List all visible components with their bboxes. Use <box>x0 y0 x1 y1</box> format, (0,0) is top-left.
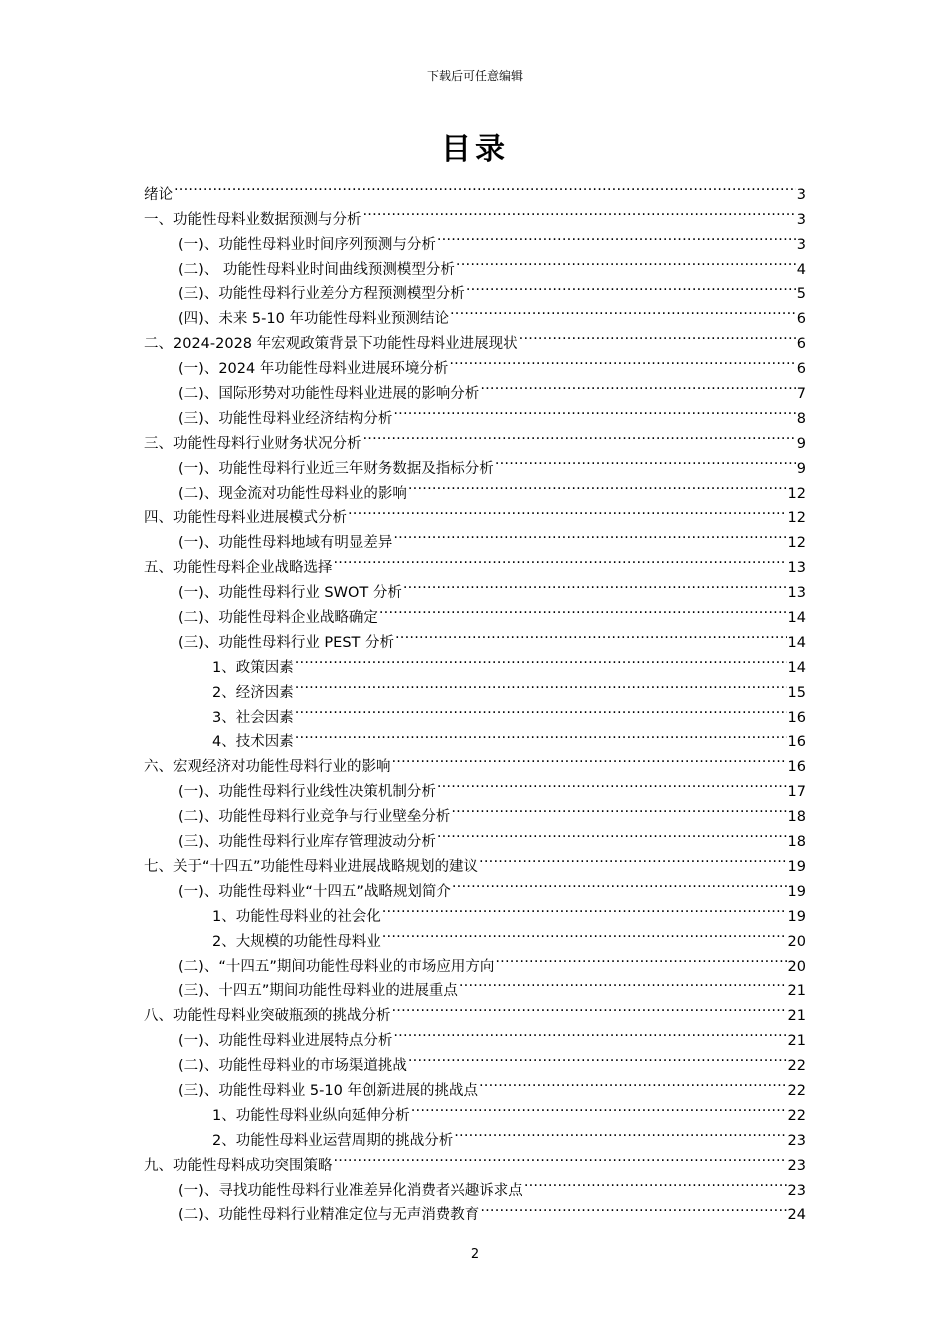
toc-entry-page: 13 <box>787 585 806 602</box>
toc-title: 目录 <box>441 132 509 167</box>
toc-entry-title: (一)、功能性母料行业近三年财务数据及指标分析 <box>178 460 494 477</box>
toc-dot-leader <box>456 249 796 274</box>
toc-dot-leader <box>466 274 796 299</box>
toc-entry-title: 八、功能性母料业突破瓶颈的挑战分析 <box>144 1008 391 1025</box>
toc-entry-title: (二)、功能性母料行业竞争与行业壁垒分析 <box>178 809 451 826</box>
toc-dot-leader <box>382 896 787 921</box>
toc-entry-title: (二)、功能性母料行业精准定位与无声消费教育 <box>178 1207 480 1224</box>
toc-entry-title: (三)、十四五”期间功能性母料业的进展重点 <box>178 983 458 1000</box>
toc-entry-page: 9 <box>796 435 806 452</box>
toc-entry-page: 15 <box>787 684 806 701</box>
toc-entry-page: 16 <box>787 709 806 726</box>
toc-entry-title: 六、宏观经济对功能性母料行业的影响 <box>144 759 391 776</box>
toc-entry-title: 1、功能性母料业纵向延伸分析 <box>212 1107 410 1124</box>
toc-entry-title: (一)、功能性母料业进展特点分析 <box>178 1033 393 1050</box>
toc-entry-title: (三)、功能性母料行业 PEST 分析 <box>178 634 394 651</box>
toc-dot-leader <box>480 373 795 398</box>
toc-entry-title: (三)、功能性母料业 5-10 年创新进展的挑战点 <box>178 1082 478 1099</box>
toc-dot-leader <box>395 622 787 647</box>
toc-entry[interactable] <box>144 199 806 228</box>
toc-entry-page: 6 <box>796 361 806 378</box>
toc-entry-page: 14 <box>787 610 806 627</box>
toc-entry-page: 21 <box>787 983 806 1000</box>
toc-entry-title: 二、2024-2028 年宏观政策背景下功能性母料业进展现状 <box>144 336 518 353</box>
toc-entry-page: 19 <box>787 883 806 900</box>
toc-dot-leader <box>437 224 796 249</box>
toc-entry-page: 12 <box>787 535 806 552</box>
toc-entry-page: 4 <box>796 261 806 278</box>
toc-entry-page: 6 <box>796 311 806 328</box>
toc-entry-title: (一)、功能性母料业时间序列预测与分析 <box>178 236 436 253</box>
toc-dot-leader <box>295 672 787 697</box>
toc-entry-page: 13 <box>787 560 806 577</box>
toc-entry-page: 14 <box>787 634 806 651</box>
toc-dot-leader <box>408 1045 787 1070</box>
toc-dot-leader <box>495 448 796 473</box>
toc-dot-leader <box>450 298 796 323</box>
toc-entry-page: 23 <box>787 1182 806 1199</box>
toc-entry-page: 20 <box>787 958 806 975</box>
toc-entry-title: (一)、2024 年功能性母料业进展环境分析 <box>178 361 449 378</box>
toc-dot-leader <box>393 1020 786 1045</box>
toc-entry-page: 19 <box>787 858 806 875</box>
toc-dot-leader <box>459 971 787 996</box>
toc-entry-page: 12 <box>787 510 806 527</box>
toc-dot-leader <box>411 1095 787 1120</box>
toc-entry-title: (二)、功能性母料企业战略确定 <box>178 610 378 627</box>
toc-entry-title: (一)、功能性母料业“十四五”战略规划简介 <box>178 883 451 900</box>
toc-dot-leader <box>393 522 786 547</box>
toc-entry-title: (一)、功能性母料地域有明显差异 <box>178 535 393 552</box>
toc-entry-page: 19 <box>787 908 806 925</box>
toc-entry-page: 21 <box>787 1008 806 1025</box>
toc-entry-title: (一)、功能性母料行业 SWOT 分析 <box>178 585 402 602</box>
toc-dot-leader <box>449 348 795 373</box>
toc-entry-page: 16 <box>787 734 806 751</box>
page-header: 下载后可任意编辑 <box>426 69 523 83</box>
toc-dot-leader <box>408 473 787 498</box>
toc-entry-title: (二)、 功能性母料业时间曲线预测模型分析 <box>178 261 455 278</box>
toc-dot-leader <box>480 1195 786 1220</box>
toc-dot-leader <box>295 647 787 672</box>
toc-entry-title: 七、关于“十四五”功能性母料业进展战略规划的建议 <box>144 858 479 875</box>
toc-entry-page: 22 <box>787 1082 806 1099</box>
toc-entry-title: 2、功能性母料业运营周期的挑战分析 <box>212 1132 454 1149</box>
toc-dot-leader <box>295 697 787 722</box>
toc-dot-leader <box>437 821 787 846</box>
toc-entry-title: (三)、功能性母料行业库存管理波动分析 <box>178 834 436 851</box>
toc-entry-title: 一、功能性母料业数据预测与分析 <box>144 211 362 228</box>
toc-dot-leader <box>519 323 796 348</box>
toc-entry-page: 24 <box>787 1207 806 1224</box>
toc-entry-page: 23 <box>787 1132 806 1149</box>
toc-entry-page: 14 <box>787 659 806 676</box>
toc-entry-title: (二)、国际形势对功能性母料业进展的影响分析 <box>178 386 480 403</box>
toc-entry-page: 5 <box>796 286 806 303</box>
toc-entry-page: 9 <box>796 460 806 477</box>
toc-entry-page: 3 <box>796 211 806 228</box>
toc-entry-title: 2、大规模的功能性母料业 <box>212 933 381 950</box>
toc-entry-title: (四)、未来 5-10 年功能性母料业预测结论 <box>178 311 449 328</box>
toc-dot-leader <box>452 871 787 896</box>
toc-entry-title: (二)、“十四五”期间功能性母料业的市场应用方向 <box>178 958 495 975</box>
toc-entry-page: 23 <box>787 1157 806 1174</box>
toc-entry-title: (三)、功能性母料业经济结构分析 <box>178 410 393 427</box>
toc-dot-leader <box>495 946 786 971</box>
toc-entry-page: 22 <box>787 1058 806 1075</box>
toc-entry-title: 三、功能性母料行业财务状况分析 <box>144 435 362 452</box>
toc-entry-title: 3、社会因素 <box>212 709 294 726</box>
toc-dot-leader <box>454 1120 786 1145</box>
page-number: 2 <box>470 1247 480 1262</box>
toc-entry-title: 九、功能性母料成功突围策略 <box>144 1157 333 1174</box>
toc-entry-page: 18 <box>787 834 806 851</box>
toc-entry-title: (一)、寻找功能性母料行业准差异化消费者兴趣诉求点 <box>178 1182 523 1199</box>
toc-dot-leader <box>524 1170 787 1195</box>
toc-entry-title: 2、经济因素 <box>212 684 294 701</box>
toc-dot-leader <box>363 199 796 224</box>
table-of-contents <box>144 174 806 1224</box>
toc-dot-leader <box>437 771 787 796</box>
toc-dot-leader <box>174 174 796 199</box>
toc-dot-leader <box>382 921 787 946</box>
toc-entry-title: (二)、功能性母料业的市场渠道挑战 <box>178 1058 407 1075</box>
toc-dot-leader <box>479 846 787 871</box>
toc-entry-page: 3 <box>796 186 806 203</box>
toc-entry-title: (一)、功能性母料行业线性决策机制分析 <box>178 784 436 801</box>
toc-entry-title: 五、功能性母料企业战略选择 <box>144 560 333 577</box>
toc-entry-title: 4、技术因素 <box>212 734 294 751</box>
toc-entry-page: 7 <box>796 386 806 403</box>
toc-entry-title: 四、功能性母料业进展模式分析 <box>144 510 347 527</box>
toc-entry-page: 8 <box>796 410 806 427</box>
toc-dot-leader <box>403 572 787 597</box>
toc-entry-page: 12 <box>787 485 806 502</box>
toc-dot-leader <box>334 547 787 572</box>
toc-dot-leader <box>393 398 795 423</box>
toc-entry[interactable] <box>144 174 806 203</box>
toc-entry-page: 3 <box>796 236 806 253</box>
toc-entry-title: 1、功能性母料业的社会化 <box>212 908 381 925</box>
toc-entry-title: (二)、现金流对功能性母料业的影响 <box>178 485 407 502</box>
toc-entry-page: 20 <box>787 933 806 950</box>
toc-entry-title: 1、政策因素 <box>212 659 294 676</box>
toc-entry-title: (三)、功能性母料行业差分方程预测模型分析 <box>178 286 465 303</box>
toc-entry-page: 21 <box>787 1033 806 1050</box>
toc-entry-page: 6 <box>796 336 806 353</box>
toc-dot-leader <box>392 746 787 771</box>
toc-entry-page: 17 <box>787 784 806 801</box>
toc-entry-page: 22 <box>787 1107 806 1124</box>
toc-dot-leader <box>451 796 786 821</box>
toc-dot-leader <box>334 1145 787 1170</box>
toc-dot-leader <box>479 1070 787 1095</box>
toc-entry-page: 16 <box>787 759 806 776</box>
toc-dot-leader <box>363 423 796 448</box>
toc-entry-page: 18 <box>787 809 806 826</box>
toc-dot-leader <box>379 597 787 622</box>
toc-entry-title: 绪论 <box>144 186 173 203</box>
toc-dot-leader <box>295 722 787 747</box>
toc-dot-leader <box>348 498 787 523</box>
toc-dot-leader <box>392 995 787 1020</box>
